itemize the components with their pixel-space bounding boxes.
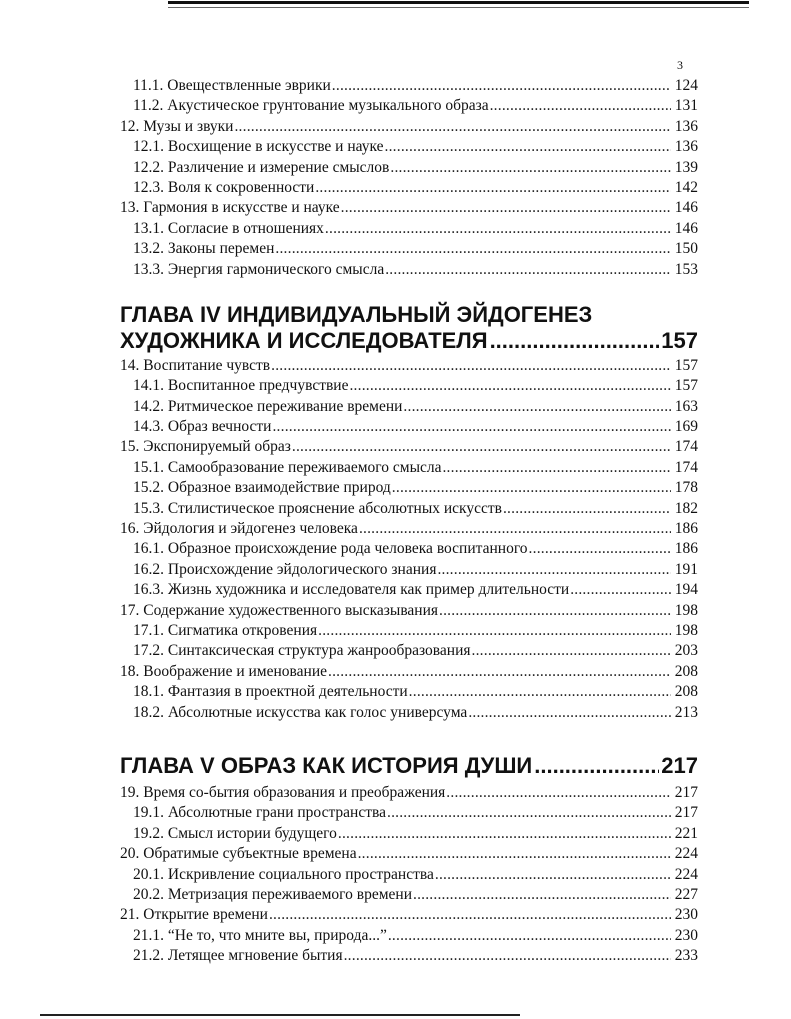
toc-entry-title: 16.1. Образное происхождение рода человека воспитанного [133,540,528,558]
toc-subsection-entry[interactable] [120,397,698,417]
toc-entry-title: 12.2. Различение и измерение смыслов [133,158,390,176]
toc-entry-page: 213 [674,703,698,721]
toc-entry-title: 14.2. Ритмическое переживание времени [133,397,403,415]
toc-entry-title: 20.2. Метризация переживаемого времени [133,885,412,903]
dot-leader [275,239,671,259]
dot-leader [341,198,671,218]
page-number: 3 [677,58,683,72]
toc-entry-page: 224 [674,865,698,883]
toc-entry-page: 142 [674,178,698,196]
dot-leader [490,96,671,116]
toc-entry-page: 146 [674,219,698,237]
toc-subsection-entry[interactable] [120,260,698,280]
toc-entry-title: 13.1. Согласие в отношениях [133,219,324,237]
toc-subsection-entry[interactable] [120,239,698,259]
toc-entry-title: 21. Открытие времени [120,906,268,924]
toc-entry-page: 150 [674,240,698,258]
top-rule-thin [168,7,749,8]
dot-leader [271,356,671,376]
dot-leader [292,437,671,457]
toc-subsection-entry[interactable] [120,803,698,823]
toc-entry-page: 217 [674,783,698,801]
toc-entry-page: 169 [674,418,698,436]
dot-leader [446,783,671,803]
toc-entry-page: 139 [674,158,698,176]
toc-subsection-entry[interactable] [120,417,698,437]
toc-entry-page: 136 [674,117,698,135]
dot-leader [272,417,671,437]
toc-entry-page: 198 [674,621,698,639]
table-of-contents [120,76,698,966]
toc-subsection-entry[interactable] [120,560,698,580]
toc-section-entry[interactable] [120,198,698,218]
dot-leader [472,641,671,661]
toc-entry-title: 19.2. Смысл истории будущего [133,824,337,842]
toc-section-chapter-5 [120,783,698,967]
toc-subsection-entry[interactable] [120,96,698,116]
toc-subsection-entry[interactable] [120,926,698,946]
dot-leader [403,397,671,417]
toc-subsection-entry[interactable] [120,621,698,641]
dot-leader [338,824,671,844]
chapter-4-title-line-1: ГЛАВА IV ИНДИВИДУАЛЬНЫЙ ЭЙДОГЕНЕЗ [120,301,593,327]
dot-leader [387,803,671,823]
dot-leader [490,328,660,354]
toc-entry-title: 16.2. Происхождение эйдологического знания [133,560,437,578]
toc-entry-page: 221 [674,824,698,842]
toc-section-entry[interactable] [120,519,698,539]
toc-subsection-entry[interactable] [120,824,698,844]
toc-entry-title: 13. Гармония в искусстве и науке [120,199,340,217]
toc-entry-title: 17.2. Синтаксическая структура жанрообразования [133,642,471,660]
dot-leader [439,601,671,621]
toc-section-entry[interactable] [120,905,698,925]
dot-leader [325,219,671,239]
dot-leader [388,926,671,946]
toc-subsection-entry[interactable] [120,499,698,519]
toc-entry-page: 191 [674,560,698,578]
top-rule [168,1,749,4]
toc-section-entry[interactable] [120,117,698,137]
dot-leader [570,580,671,600]
toc-subsection-entry[interactable] [120,376,698,396]
toc-entry-page: 146 [674,199,698,217]
dot-leader [328,662,671,682]
toc-section-entry[interactable] [120,437,698,457]
toc-subsection-entry[interactable] [120,458,698,478]
toc-entry-page: 163 [674,397,698,415]
dot-leader [409,682,671,702]
toc-entry-page: 178 [674,479,698,497]
dot-leader [390,158,671,178]
toc-entry-title: 17.1. Сигматика откровения [133,621,318,639]
chapter-5-page: 217 [661,752,698,778]
dot-leader [442,458,671,478]
toc-entry-title: 14.3. Образ вечности [133,418,272,436]
toc-entry-page: 227 [674,885,698,903]
toc-entry-title: 17. Содержание художественного высказывания [120,601,439,619]
toc-entry-title: 12.3. Воля к сокровенности [133,178,315,196]
toc-entry-title: 21.2. Летящее мгновение бытия [133,947,343,965]
chapter-5-title: ГЛАВА V ОБРАЗ КАК ИСТОРИЯ ДУШИ [120,752,533,778]
toc-entry-title: 18. Воображение и именование [120,662,327,680]
toc-entry-page: 186 [674,520,698,538]
toc-entry-page: 157 [674,377,698,395]
toc-entry-page: 230 [674,926,698,944]
toc-subsection-entry[interactable] [120,580,698,600]
toc-entry-title: 13.2. Законы перемен [133,240,275,258]
toc-entry-page: 198 [674,601,698,619]
toc-entry-title: 14. Воспитание чувств [120,356,271,374]
toc-section-entry[interactable] [120,844,698,864]
toc-subsection-entry[interactable] [120,703,698,723]
toc-entry-title: 15.2. Образное взаимодействие природ [133,479,391,497]
toc-section-entry[interactable] [120,601,698,621]
toc-entry-title: 14.1. Воспитанное предчувствие [133,377,349,395]
toc-subsection-entry[interactable] [120,178,698,198]
toc-entry-title: 19. Время со-бытия образования и преображения [120,783,446,801]
toc-subsection-entry[interactable] [120,865,698,885]
dot-leader [503,499,671,519]
toc-entry-page: 174 [674,438,698,456]
toc-entry-page: 230 [674,906,698,924]
toc-entry-title: 16.3. Жизнь художника и исследователя как пример длительности [133,581,570,599]
toc-entry-page: 186 [674,540,698,558]
toc-subsection-entry[interactable] [120,76,698,96]
toc-subsection-entry[interactable] [120,946,698,966]
toc-entry-page: 194 [674,581,698,599]
dot-leader [435,865,671,885]
bottom-rule [40,1014,520,1016]
dot-leader [234,117,671,137]
toc-subsection-entry[interactable] [120,682,698,702]
chapter-4-title-line-2: ХУДОЖНИКА И ИССЛЕДОВАТЕЛЯ [120,327,488,353]
toc-entry-title: 18.2. Абсолютные искусства как голос универсума [133,703,468,721]
toc-entry-page: 224 [674,845,698,863]
dot-leader [392,478,671,498]
toc-entry-page: 153 [674,260,698,278]
dot-leader [359,519,671,539]
toc-entry-page: 124 [674,77,698,94]
toc-subsection-entry[interactable] [120,641,698,661]
toc-section-entry[interactable] [120,783,698,803]
toc-section-entry[interactable] [120,662,698,682]
toc-subsection-entry[interactable] [120,219,698,239]
toc-subsection-entry[interactable] [120,137,698,157]
toc-entry-page: 157 [674,356,698,374]
toc-entry-page: 136 [674,138,698,156]
toc-entry-title: 19.1. Абсолютные грани пространства [133,804,386,822]
dot-leader [413,885,671,905]
dot-leader [332,76,671,96]
toc-entry-title: 20.1. Искривление социального пространства [133,865,434,883]
toc-entry-page: 208 [674,662,698,680]
toc-subsection-entry[interactable] [120,478,698,498]
dot-leader [529,539,671,559]
toc-entry-title: 15. Экспонируемый образ [120,438,291,456]
dot-leader [468,703,671,723]
toc-entry-page: 217 [674,804,698,822]
toc-entry-title: 20. Обратимые субъектные времена [120,845,357,863]
toc-section-chapter-4 [120,356,698,723]
toc-entry-title: 15.1. Самообразование переживаемого смысла [133,458,442,476]
dot-leader [269,905,671,925]
toc-entry-title: 11.2. Акустическое грунтование музыкального образа [133,97,489,115]
dot-leader [437,560,671,580]
toc-section-entry[interactable] [120,356,698,376]
toc-entry-title: 15.3. Стилистическое прояснение абсолютных искусств [133,499,502,517]
toc-entry-title: 21.1. “Не то, что мните вы, природа...” [133,926,387,944]
toc-entry-title: 12. Музы и звуки [120,117,234,135]
dot-leader [318,621,671,641]
chapter-5-heading[interactable] [120,753,698,779]
chapter-4-page: 157 [661,327,698,353]
dot-leader [315,178,671,198]
dot-leader [385,137,671,157]
toc-entry-page: 131 [674,97,698,115]
dot-leader [344,946,671,966]
toc-subsection-entry[interactable] [120,539,698,559]
toc-entry-title: 11.1. Овеществленные эврики [133,77,331,94]
toc-section-chapter-3-tail [120,76,698,280]
toc-subsection-entry[interactable] [120,158,698,178]
toc-entry-page: 233 [674,947,698,965]
dot-leader [358,844,671,864]
chapter-5-title-row [120,753,698,779]
chapter-4-title-line-2-row [120,328,698,354]
chapter-4-heading[interactable] [120,302,698,354]
toc-entry-page: 174 [674,458,698,476]
toc-entry-page: 182 [674,499,698,517]
toc-entry-title: 18.1. Фантазия в проектной деятельности [133,683,408,701]
toc-entry-page: 203 [674,642,698,660]
dot-leader [534,753,659,779]
toc-subsection-entry[interactable] [120,885,698,905]
toc-entry-title: 12.1. Восхищение в искусстве и науке [133,138,384,156]
toc-entry-title: 13.3. Энергия гармонического смысла [133,260,385,278]
dot-leader [385,260,671,280]
toc-entry-title: 16. Эйдология и эйдогенез человека [120,520,358,538]
toc-entry-page: 208 [674,683,698,701]
dot-leader [349,376,671,396]
